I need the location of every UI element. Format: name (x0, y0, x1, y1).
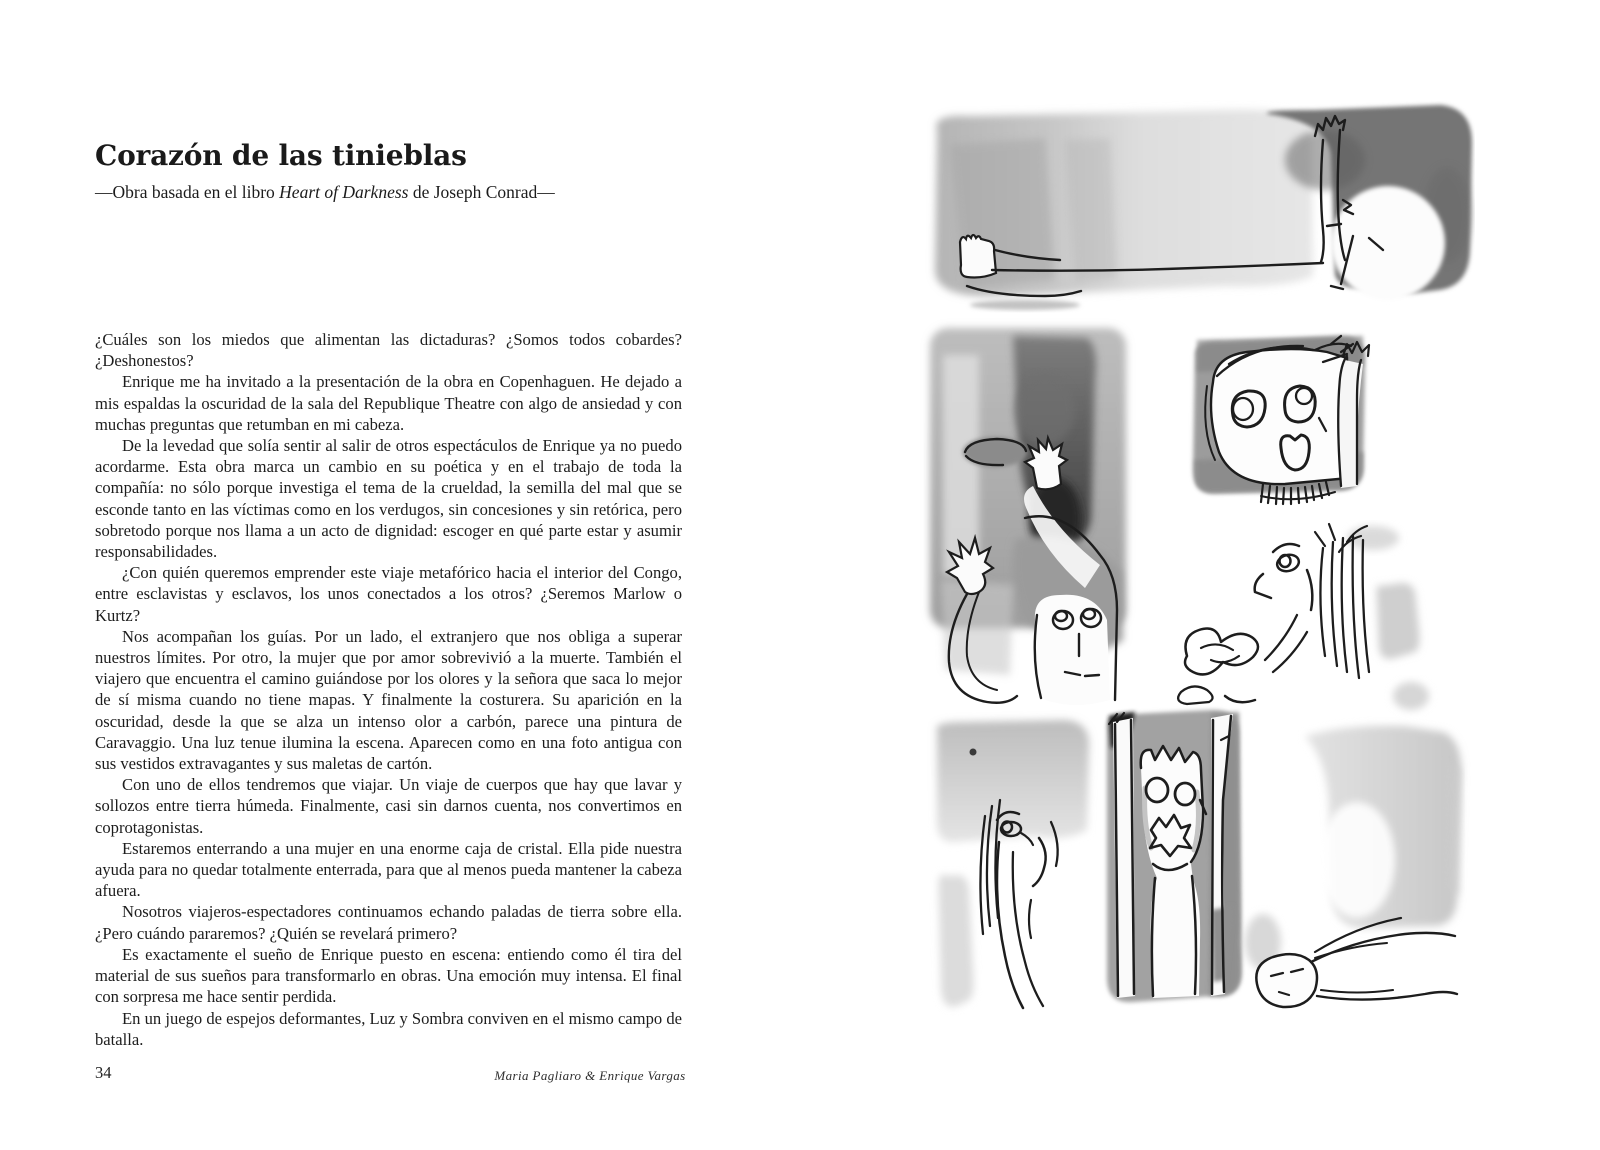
paragraph: Con uno de ellos tendremos que viajar. Un viaje de cuerpos que hay que lavar y sollozos entre tierra húmeda. Finalmente, casi sin darnos cuenta, nos convertimos en coprotagonistas. (95, 775, 682, 837)
paragraph: Nos acompañan los guías. Por un lado, el extranjero que nos obliga a superar nuestros límites. Por otro, la mujer que por amor sobrevivió a la muerte. También el viajero que encuentra el camino guiándose por los olores y la señora que saca lo mejor de sí misma cuando no tiene mapas. Y finalmente la costurera. Su aparición en la oscuridad, desde la que se alza un intenso olor a carbón, parece una pintura de Caravaggio. Una luz tenue ilumina la escena. Aparecen como en una foto antigua con sus vestidos extravagantes y sus maletas de cartón. (95, 626, 682, 774)
subtitle (95, 181, 685, 203)
page-title: Corazón de las tinieblas (95, 139, 467, 172)
paragraph: ¿Cuáles son los miedos que alimentan las dictaduras? ¿Somos todos cobardes? ¿Deshonestos? (95, 330, 682, 371)
paragraph: Es exactamente el sueño de Enrique puesto en escena: entiendo como él tira del material de sus sueños para transformarlo en obras. Una emoción muy intensa. El final con sorpresa me hace sentir perdida. (95, 944, 682, 1007)
paragraph: Enrique me ha invitado a la presentación de la obra en Copenhaguen. He dejado a mis espaldas la oscuridad de la sala del Republique Theatre con algo de ansiedad y con muchas preguntas que retumban en mi cabeza. (95, 372, 682, 434)
panel4-ink (1178, 524, 1369, 704)
paragraph: De la levedad que solía sentir al salir de otros espectáculos de Enrique ya no puedo acordarme. Esta obra marca un cambio en su poética y en el trabajo de toda la compañía: no sólo porque investiga el tema de la crueldad, la semilla del mal que se esconde tanto en las víctimas como en los verdugos, sin concesiones y sin retórica, pero sobretodo porque nos llama a un acto de dignidad: escoger en qué parte estar y asumir responsabilidades. (95, 436, 682, 562)
watercolor-illustration (895, 100, 1475, 1020)
paragraph: ¿Con quién queremos emprender este viaje metafórico hacia el interior del Congo, entre esclavistas y esclavos, los unos conectados a los otros? ¿Seremos Marlow o Kurtz? (95, 563, 682, 625)
subtitle-suffix: de Joseph Conrad— (408, 182, 555, 202)
paragraph: En un juego de espejos deformantes, Luz y Sombra conviven en el mismo campo de batalla. (95, 1008, 682, 1049)
article-body (95, 329, 682, 1050)
panel-upward-face (937, 720, 1090, 1008)
page-number: 34 (95, 1063, 112, 1082)
illustration-page (895, 100, 1475, 1020)
paragraph: Nosotros viajeros-espectadores continuamos echando paladas de tierra sobre ella. ¿Pero cuándo pararemos? ¿Quién se revelará primero? (95, 902, 682, 943)
subtitle-book-name: Heart of Darkness (279, 182, 409, 202)
panel-reclining-body (935, 105, 1472, 310)
panel-sleeping-head (1245, 726, 1461, 1007)
article-heading (95, 140, 685, 203)
footer-credit: Maria Pagliaro & Enrique Vargas (494, 1068, 686, 1083)
paragraph: Estaremos enterrando a una mujer en una enorme caja de cristal. Ella pide nuestra ayuda para no quedar totalmente enterrada, para que al menos pueda mantener la cabeza afuera. (95, 838, 682, 901)
panel-screaming-face (1193, 336, 1369, 504)
panel-curled-figure (1178, 524, 1429, 710)
subtitle-prefix: —Obra basada en el libro (95, 182, 280, 202)
panel-dark-wash-hands (930, 328, 1126, 705)
panel-arms-raised-figure (1107, 710, 1241, 1002)
